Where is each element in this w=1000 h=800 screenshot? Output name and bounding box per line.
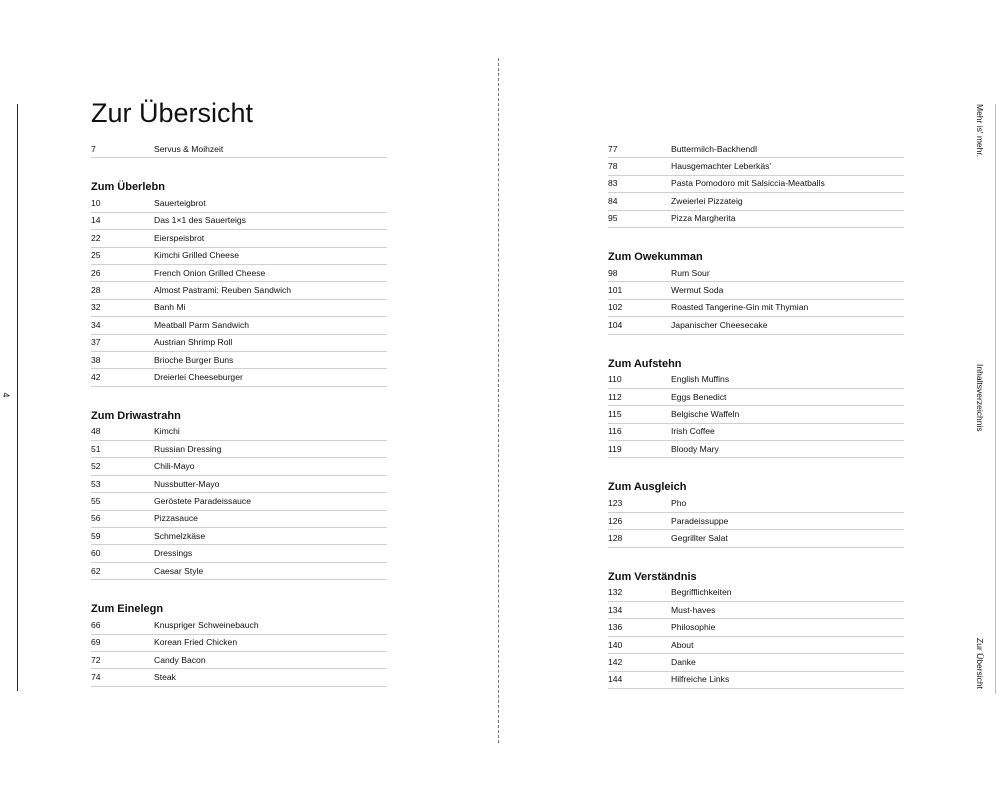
toc-page-number: 140 [608, 639, 623, 650]
toc-page-number: 95 [608, 213, 618, 224]
toc-page-number: 84 [608, 195, 618, 206]
toc-entry-title: Wermut Soda [671, 285, 724, 296]
toc-page-number: 142 [608, 656, 623, 667]
toc-page-number: 22 [91, 232, 101, 243]
toc-page-number: 37 [91, 337, 101, 348]
toc-entry-title: Bloody Mary [671, 443, 719, 454]
section-heading: Zum Aufstehn [608, 357, 682, 370]
toc-entry[interactable] [91, 317, 387, 334]
toc-entry[interactable] [608, 406, 904, 423]
toc-page-number: 28 [91, 285, 101, 296]
side-tab-strip [975, 104, 999, 694]
toc-entry-title: Austrian Shrimp Roll [154, 337, 233, 348]
toc-entry-title: Buttermilch-Backhendl [671, 143, 757, 154]
toc-entry[interactable] [91, 441, 387, 458]
toc-page-number: 55 [91, 495, 101, 506]
toc-entry-title: Rum Sour [671, 267, 710, 278]
toc-page-number: 136 [608, 622, 623, 633]
toc-entry[interactable] [91, 617, 387, 634]
toc-page-number: 25 [91, 250, 101, 261]
toc-entry[interactable] [91, 195, 387, 212]
toc-section [608, 250, 904, 335]
toc-entry[interactable] [91, 248, 387, 265]
toc-entry[interactable] [608, 141, 904, 158]
toc-section [608, 357, 904, 459]
toc-entry-title: Nussbutter-Mayo [154, 478, 220, 489]
toc-entry[interactable] [608, 441, 904, 458]
section-heading: Zum Verständnis [608, 570, 697, 583]
toc-page-number: 59 [91, 530, 101, 541]
toc-entry[interactable] [91, 476, 387, 493]
toc-entry[interactable] [608, 585, 904, 602]
toc-page-number: 66 [91, 619, 101, 630]
toc-entry[interactable] [91, 635, 387, 652]
toc-column-right [608, 141, 904, 689]
toc-section [91, 409, 387, 581]
toc-entry[interactable] [91, 141, 387, 158]
toc-entry-title: French Onion Grilled Cheese [154, 267, 266, 278]
section-heading: Zum Ausgleich [608, 481, 687, 494]
toc-entry-title: Paradeissuppe [671, 515, 729, 526]
toc-section [608, 570, 904, 689]
toc-entry[interactable] [608, 495, 904, 512]
toc-page-number: 53 [91, 478, 101, 489]
toc-entry-title: Pizza Margherita [671, 213, 736, 224]
toc-page-number: 52 [91, 461, 101, 472]
toc-page-number: 69 [91, 637, 101, 648]
toc-entry[interactable] [608, 211, 904, 228]
toc-entry-title: Geröstete Paradeissauce [154, 495, 251, 506]
toc-entry[interactable] [91, 424, 387, 441]
toc-page-number: 112 [608, 391, 622, 402]
toc-entry[interactable] [91, 545, 387, 562]
toc-entry-title: Philosophie [671, 622, 716, 633]
toc-entry-title: Russian Dressing [154, 443, 222, 454]
toc-entry-title: Kimchi [154, 426, 180, 437]
toc-entry-title: Sauerteigbrot [154, 198, 206, 209]
toc-page-number: 102 [608, 302, 623, 313]
toc-page-number: 74 [91, 672, 101, 683]
toc-entry[interactable] [608, 619, 904, 636]
toc-entry-title: Steak [154, 672, 176, 683]
toc-page-number: 10 [91, 198, 101, 209]
toc-entry[interactable] [91, 458, 387, 475]
toc-page-number: 32 [91, 302, 101, 313]
toc-entry[interactable] [91, 669, 387, 686]
toc-entry[interactable] [608, 158, 904, 175]
toc-entry[interactable] [91, 511, 387, 528]
toc-entry[interactable] [91, 563, 387, 580]
toc-section [91, 602, 387, 687]
toc-entry-title: Schmelzkäse [154, 530, 206, 541]
side-tab-overview[interactable]: Zur Übersicht [975, 638, 985, 690]
toc-page-number: 98 [608, 267, 618, 278]
toc-entry-title: Das 1×1 des Sauerteigs [154, 215, 246, 226]
toc-entry[interactable] [608, 389, 904, 406]
side-tab-more[interactable]: Mehr is' mehr. [975, 104, 985, 158]
left-margin-rule [17, 104, 18, 691]
toc-entry[interactable] [608, 282, 904, 299]
section-heading: Zum Driwastrahn [91, 409, 181, 422]
toc-entry-title: Dressings [154, 548, 193, 559]
toc-page-number: 110 [608, 374, 622, 385]
toc-entry-title: Chili-Mayo [154, 461, 195, 472]
toc-entry-title: Hausgemachter Leberkäs' [671, 161, 772, 172]
page-title: Zur Übersicht [91, 98, 254, 128]
toc-entry-title: Brioche Burger Buns [154, 354, 234, 365]
toc-section [608, 480, 904, 547]
page-number: 4 [1, 392, 11, 398]
toc-page-number: 104 [608, 319, 623, 330]
toc-entry[interactable] [608, 176, 904, 193]
toc-entry-title: Eierspeisbrot [154, 232, 205, 243]
toc-section [91, 180, 387, 386]
toc-page-number: 115 [608, 409, 622, 419]
toc-page-number: 62 [91, 565, 101, 576]
toc-entry-title: Belgische Waffeln [671, 409, 740, 419]
toc-page-number: 128 [608, 532, 623, 543]
toc-entry-title: Pizzasauce [154, 513, 198, 524]
toc-entry-title: About [671, 639, 694, 650]
toc-entry-title: Caesar Style [154, 565, 204, 576]
toc-page-number: 72 [91, 654, 101, 665]
toc-entry-title: Almost Pastrami: Reuben Sandwich [154, 285, 292, 296]
toc-entry[interactable] [608, 530, 904, 547]
toc-page-number: 60 [91, 548, 101, 559]
toc-entry-title: Pasta Pomodoro mit Salsiccia-Meatballs [671, 178, 825, 189]
toc-page-number: 34 [91, 319, 101, 330]
toc-entry-title: Korean Fried Chicken [154, 637, 238, 648]
toc-entry[interactable] [608, 424, 904, 441]
toc-entry[interactable] [91, 213, 387, 230]
center-fold-line [498, 58, 499, 743]
toc-entry-title: Japanischer Cheesecake [671, 319, 768, 330]
toc-page-number: 132 [608, 587, 623, 598]
side-tab-rule [995, 104, 996, 694]
toc-entry-title: Begrifflichkeiten [671, 587, 732, 598]
toc-entry-title: Dreierlei Cheeseburger [154, 372, 243, 382]
toc-entry[interactable] [608, 654, 904, 671]
toc-page-number: 77 [608, 143, 618, 154]
toc-page-number: 119 [608, 443, 622, 454]
toc-entry[interactable] [91, 335, 387, 352]
toc-entry[interactable] [91, 300, 387, 317]
toc-entry[interactable] [91, 493, 387, 510]
toc-entry-title: Roasted Tangerine-Gin mit Thymian [671, 302, 809, 313]
toc-entry[interactable] [91, 528, 387, 545]
toc-entry[interactable] [608, 300, 904, 317]
toc-entry[interactable] [91, 282, 387, 299]
toc-entry[interactable] [91, 652, 387, 669]
toc-page-number: 14 [91, 215, 101, 226]
toc-page-number: 78 [608, 161, 618, 172]
toc-page-number: 48 [91, 426, 101, 437]
toc-page-number: 83 [608, 178, 618, 189]
toc-page-number: 38 [91, 354, 101, 365]
toc-entry-title: English Muffins [671, 374, 730, 385]
toc-page-number: 51 [91, 443, 101, 454]
toc-page-number: 123 [608, 498, 623, 509]
toc-entry-title: Gegrillter Salat [671, 532, 728, 543]
toc-page-number: 56 [91, 513, 101, 524]
toc-entry-title: Banh Mi [154, 302, 186, 313]
toc-entry-title: Zweierlei Pizzateig [671, 195, 743, 206]
toc-entry-title: Meatball Parm Sandwich [154, 319, 250, 330]
toc-page-number: 101 [608, 285, 623, 296]
side-tab-contents[interactable]: Inhaltsverzeichnis [975, 364, 985, 432]
toc-entry[interactable] [91, 265, 387, 282]
toc-entry-title: Kimchi Grilled Cheese [154, 250, 240, 261]
toc-entry[interactable] [608, 265, 904, 282]
toc-page-number: 116 [608, 426, 622, 437]
toc-entry-title: Must-haves [671, 604, 716, 615]
toc-page-number: 26 [91, 267, 101, 278]
toc-entry-title: Eggs Benedict [671, 391, 727, 402]
toc-page-number: 134 [608, 604, 623, 615]
toc-entry-title: Irish Coffee [671, 426, 715, 437]
toc-entry-title: Danke [671, 656, 696, 667]
toc-page-number: 144 [608, 674, 623, 685]
toc-entry-title: Servus & Moihzeit [154, 143, 224, 154]
section-heading: Zum Einelegn [91, 603, 164, 616]
toc-entry-title: Hilfreiche Links [671, 674, 730, 685]
toc-page-number: 42 [91, 372, 101, 382]
toc-entry[interactable] [608, 372, 904, 389]
toc-entry-title: Pho [671, 498, 687, 509]
toc-entry[interactable] [608, 672, 904, 689]
toc-page-number: 7 [91, 143, 96, 154]
toc-entry[interactable] [608, 602, 904, 619]
toc-page-number: 126 [608, 515, 623, 526]
toc-entry[interactable] [608, 193, 904, 210]
toc-entry[interactable] [91, 369, 387, 386]
toc-entry[interactable] [91, 352, 387, 369]
toc-entry[interactable] [608, 317, 904, 334]
toc-entry[interactable] [91, 230, 387, 247]
toc-entry-title: Knuspriger Schweinebauch [154, 619, 259, 630]
toc-entry-title: Candy Bacon [154, 654, 206, 665]
toc-entry[interactable] [608, 513, 904, 530]
toc-entry[interactable] [608, 637, 904, 654]
toc-column-left [91, 141, 387, 687]
section-heading: Zum Owekumman [608, 250, 703, 263]
section-heading: Zum Überlebn [91, 181, 165, 194]
